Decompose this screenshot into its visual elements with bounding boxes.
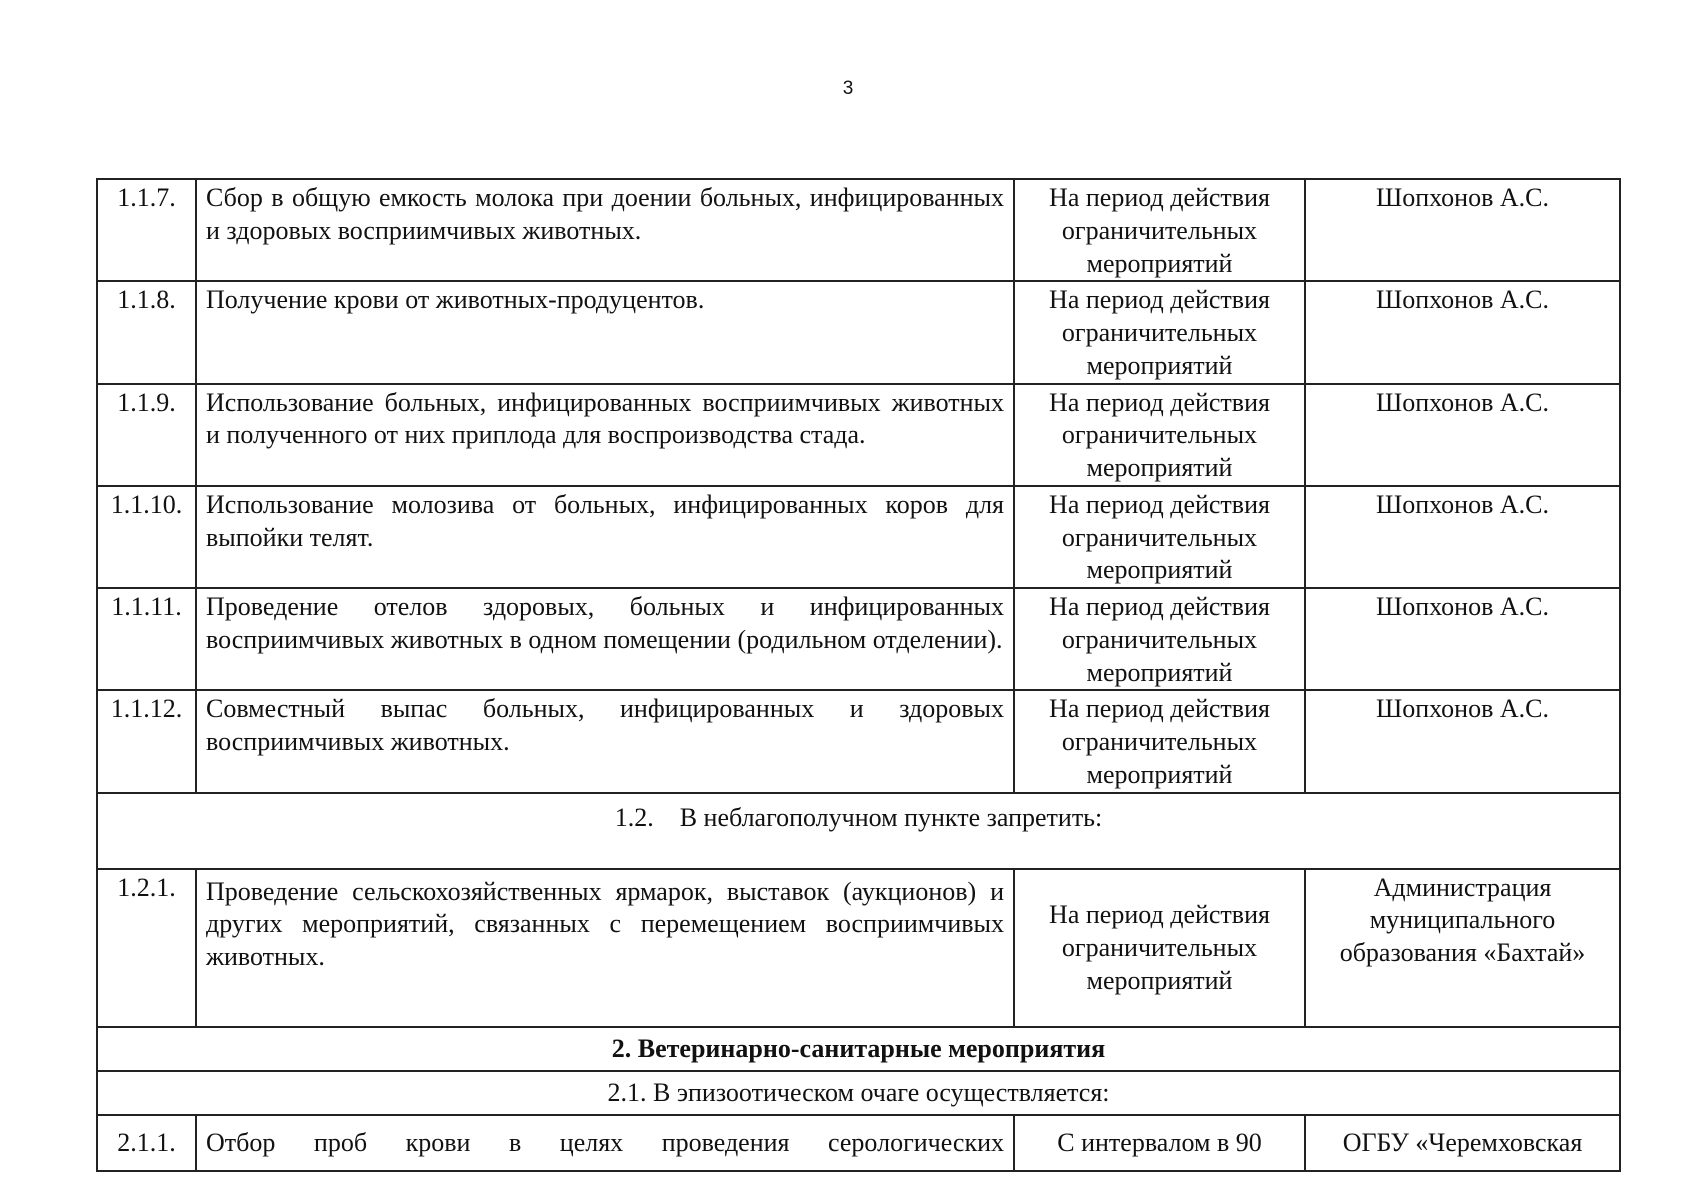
row-number: 1.1.12.: [97, 690, 196, 792]
section-heading: 2. Ветеринарно-санитарные мероприятия: [97, 1027, 1620, 1071]
measure-text: Использование больных, инфицированных восприимчивых животных и полученного от них приплода для воспроизводства стада.: [196, 384, 1014, 486]
term-text: На период действия ограничительных мероприятий: [1014, 281, 1305, 383]
term-text: На период действия ограничительных мероприятий: [1014, 486, 1305, 588]
measure-text: Проведение отелов здоровых, больных и инфицированных восприимчивых животных в одном помещении (родильном отделении).: [196, 588, 1014, 690]
responsible-text: ОГБУ «Черемховская: [1305, 1115, 1620, 1171]
responsible-text: Шопхонов А.С.: [1305, 486, 1620, 588]
row-number: 1.1.7.: [97, 179, 196, 281]
responsible-text: Шопхонов А.С.: [1305, 179, 1620, 281]
term-text: С интервалом в 90: [1014, 1115, 1305, 1171]
responsible-text: Администрация муниципального образования «Бахтай»: [1305, 869, 1620, 1027]
row-number: 2.1.1.: [97, 1115, 196, 1171]
page-number: 3: [842, 78, 854, 99]
table-row: [97, 690, 1620, 792]
section-row: [97, 1027, 1620, 1071]
row-number: 1.2.1.: [97, 869, 196, 1027]
term-text: На период действия ограничительных мероприятий: [1014, 869, 1305, 1027]
measure-text: Сбор в общую емкость молока при доении больных, инфицированных и здоровых восприимчивых животных.: [196, 179, 1014, 281]
table-row: [97, 869, 1620, 1027]
subsection-heading: 1.2. В неблагополучном пункте запретить:: [97, 793, 1620, 869]
responsible-text: Шопхонов А.С.: [1305, 384, 1620, 486]
measure-text: Использование молозива от больных, инфицированных коров для выпойки телят.: [196, 486, 1014, 588]
subsection-heading: 2.1. В эпизоотическом очаге осуществляется:: [97, 1071, 1620, 1115]
subsection-row: [97, 1071, 1620, 1115]
measure-text: Получение крови от животных-продуцентов.: [196, 281, 1014, 383]
responsible-text: Шопхонов А.С.: [1305, 281, 1620, 383]
measure-text: Отбор проб крови в целях проведения серологических: [196, 1115, 1014, 1171]
table-row: [97, 1115, 1620, 1171]
term-text: На период действия ограничительных мероприятий: [1014, 384, 1305, 486]
table-row: [97, 588, 1620, 690]
row-number: 1.1.11.: [97, 588, 196, 690]
responsible-text: Шопхонов А.С.: [1305, 588, 1620, 690]
measure-text: Проведение сельскохозяйственных ярмарок, выставок (аукционов) и других мероприятий, связанных с перемещением восприимчивых животных.: [196, 869, 1014, 1027]
measures-table: [96, 178, 1621, 1172]
row-number: 1.1.9.: [97, 384, 196, 486]
term-text: На период действия ограничительных мероприятий: [1014, 690, 1305, 792]
term-text: На период действия ограничительных мероприятий: [1014, 179, 1305, 281]
subsection-row: [97, 793, 1620, 869]
term-text: На период действия ограничительных мероприятий: [1014, 588, 1305, 690]
measure-text: Совместный выпас больных, инфицированных и здоровых восприимчивых животных.: [196, 690, 1014, 792]
responsible-text: Шопхонов А.С.: [1305, 690, 1620, 792]
row-number: 1.1.8.: [97, 281, 196, 383]
table-row: [97, 179, 1620, 281]
table-row: [97, 384, 1620, 486]
row-number: 1.1.10.: [97, 486, 196, 588]
table-row: [97, 486, 1620, 588]
table-row: [97, 281, 1620, 383]
